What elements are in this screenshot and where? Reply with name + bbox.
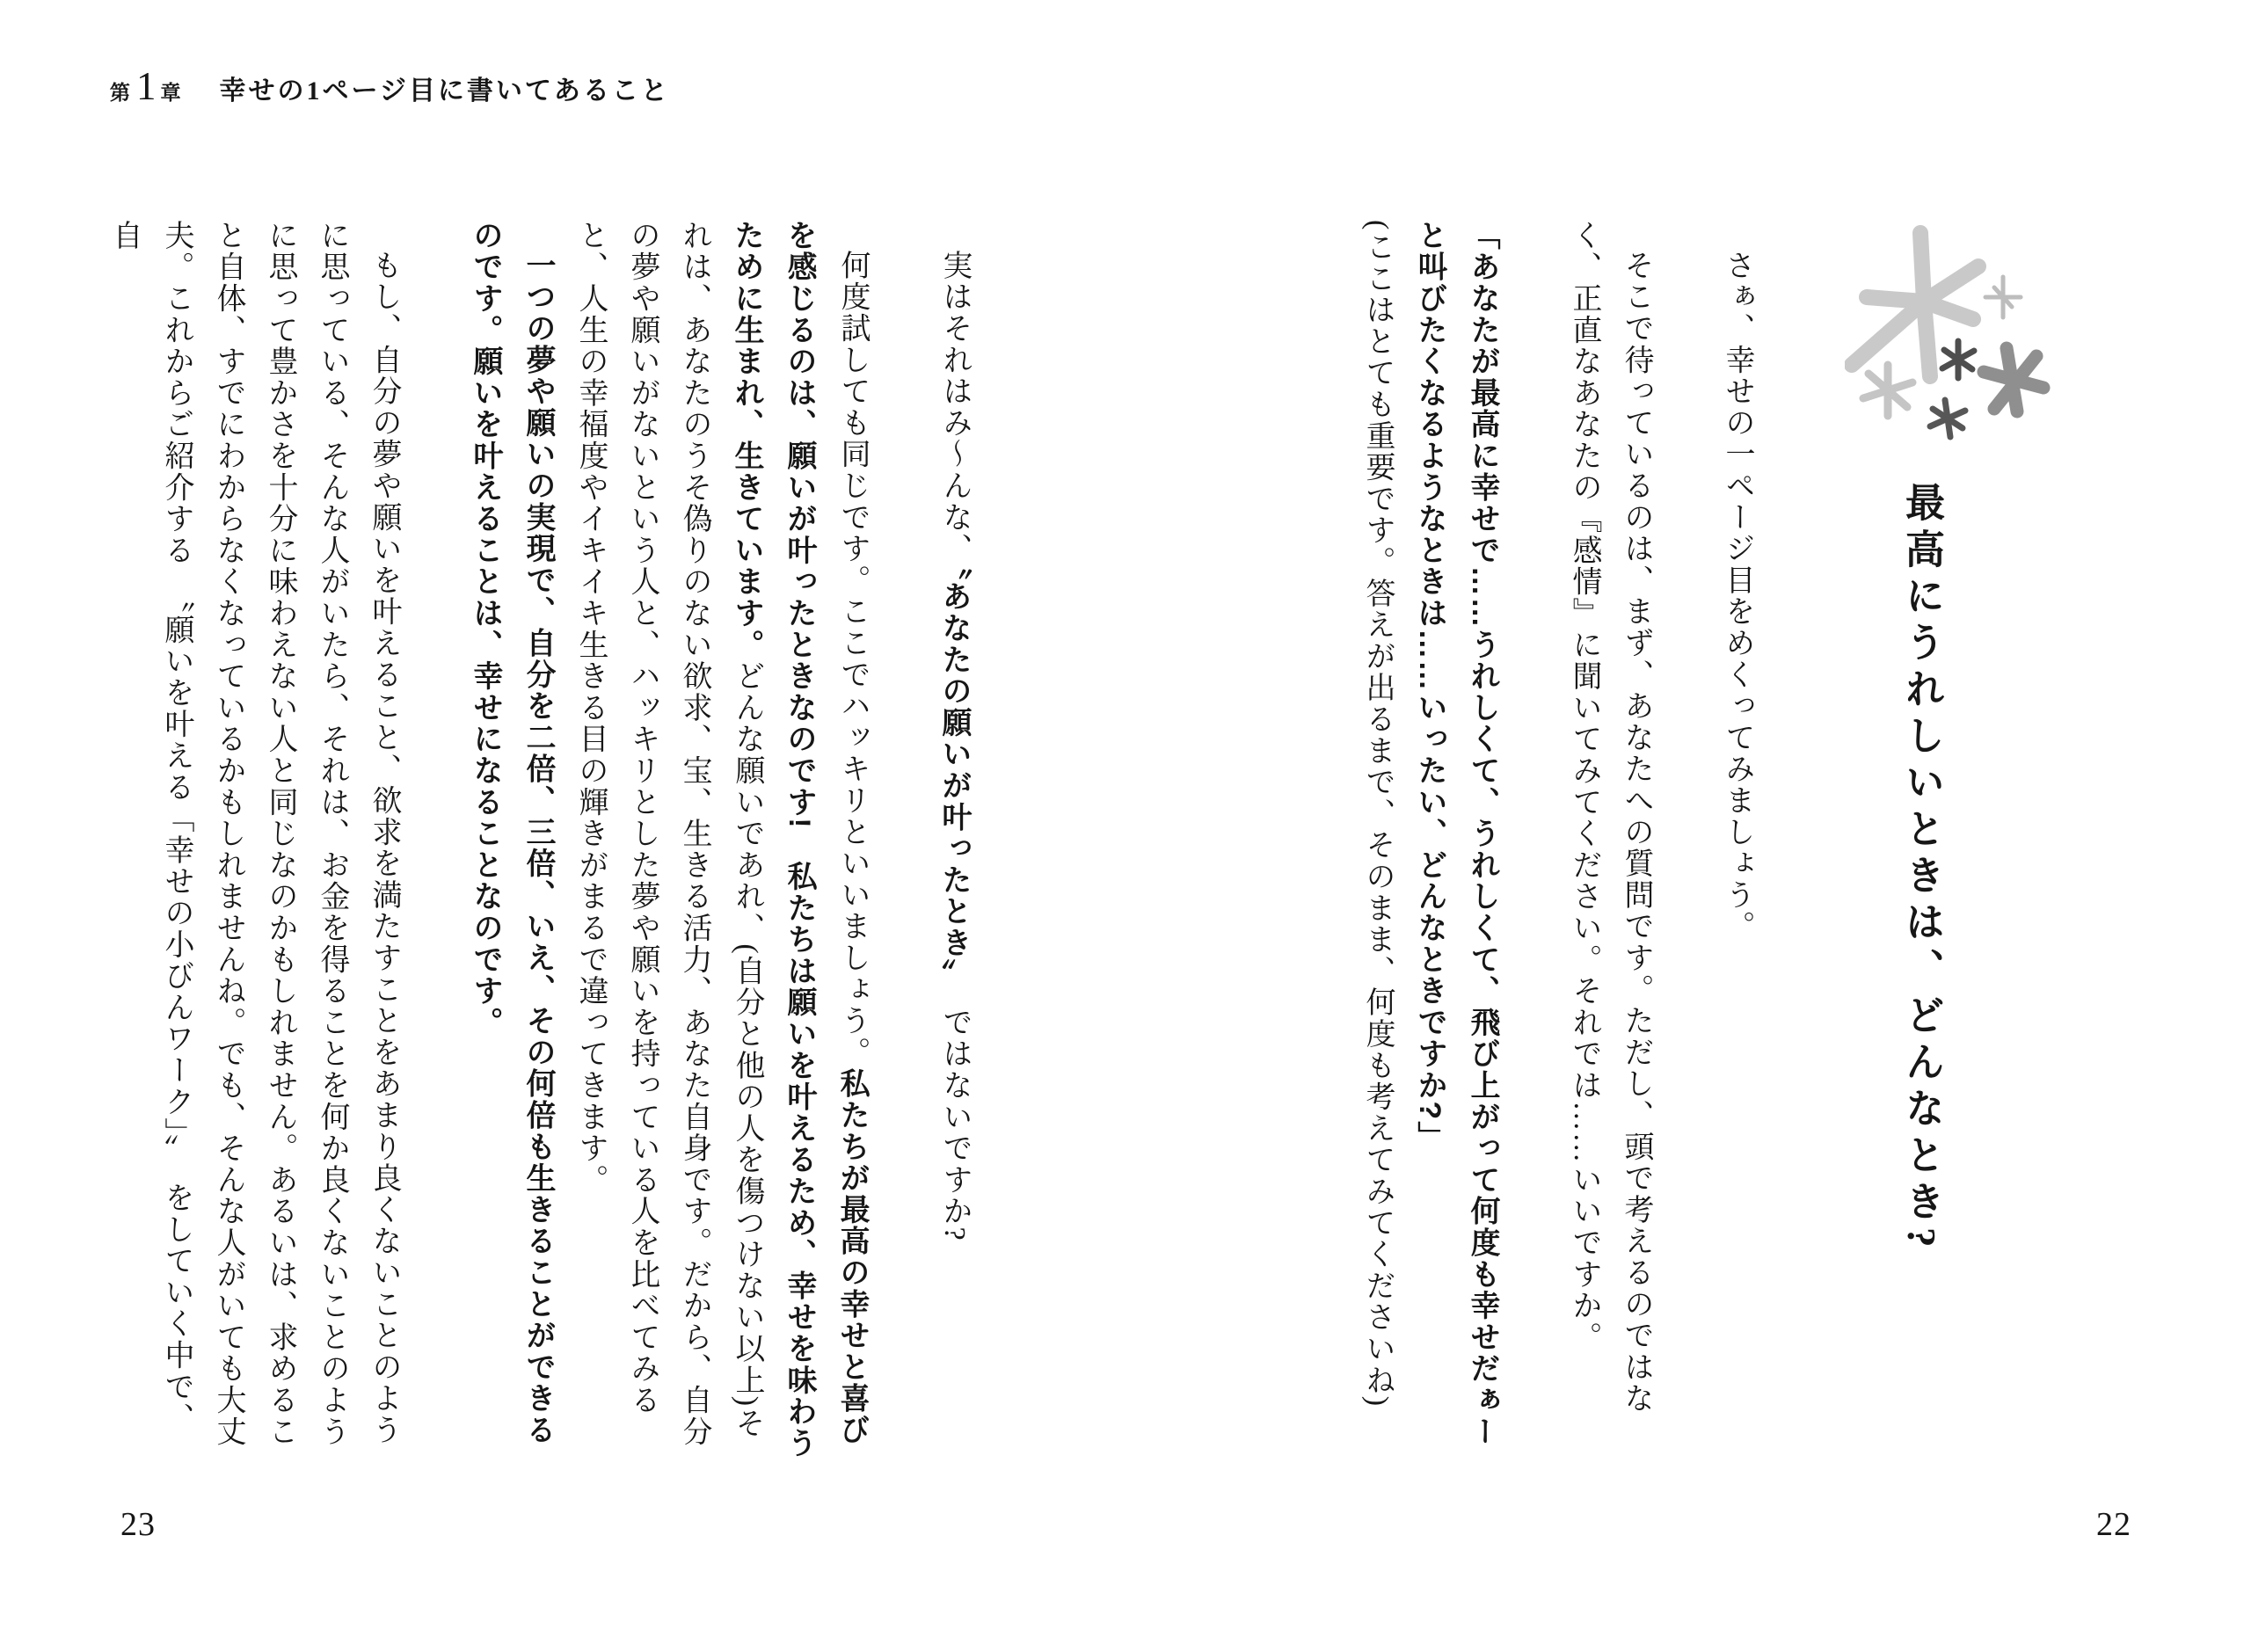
paragraph (1711, 220, 1763, 1463)
chapter-label-suffix: 章 (160, 82, 183, 104)
star-tiny-dark-icon (1930, 400, 1965, 437)
paragraph (1558, 220, 1662, 1463)
left-page-text (88, 220, 980, 1463)
page-number-right: 22 (2096, 1506, 2131, 1543)
text-run: どんな願いであれ、(自分と他の人を傷つけない以上)それは、あなたのうそ偽りのない欲求、宝、生きる活力、あなた自身です。だから、自分の夢や願いがないという人と、ハッキリとした夢や願いを持っている人を比べてみると、人生の幸福度やイキイキ生きる目の輝きがまるで違ってきます。 (574, 220, 763, 1448)
bold-text-run: 〝あなたの願いが叶ったとき〟 (937, 564, 971, 976)
star-decoration (1845, 214, 2117, 469)
text-run: (ここはとても重要です。答えが出るまで、そのまま、何度も考えてみてくださいね) (1361, 220, 1394, 1408)
bold-text-run: 一つの夢や願いの実現で、自分を二倍、三倍、いえ、その何倍も生きることができるのです。願いを叶えることは、幸せになることなのです。 (469, 220, 555, 1446)
star-medium-gray-icon (1984, 348, 2043, 411)
text-run: もし、自分の夢や願いを叶えること、欲求を満たすことをあまり良くないことのように思っている、そんな人がいたら、それは、お金を得ることを何か良くないことのように思って豊かさを十分に味わえない人と同じなのかもしれません。あるいは、求めること自体、すでにわからなくなっているかもしれませんね。でも、そんな人がいても大丈夫。これからご紹介する 〝願いを叶える「幸せの小びんワーク」〟 をしていく中で、自 (108, 220, 400, 1448)
chapter-title: 幸せの1ページ目に書いてあること (219, 76, 670, 106)
chapter-label-prefix: 第 (110, 82, 132, 104)
star-sparkle-light-icon (1985, 277, 2021, 317)
star-small-light-icon (1863, 365, 1912, 416)
section-title: 最高にうれしいときは、どんなとき? (1899, 482, 1943, 1255)
right-page-text (1319, 220, 1763, 1463)
paragraph (928, 220, 980, 1463)
text-run: さぁ、幸せの一ページ目をめくってみましょう。 (1721, 250, 1753, 942)
paragraph (1351, 220, 1403, 1463)
text-run: ではないですか? (938, 975, 971, 1242)
text-run: 実はそれはみ〜んな、 (938, 250, 971, 564)
bold-text-run: 「あなたが最高に幸せで……うれしくて、うれしくて、飛び上がって何度も幸せだぁーと叫びたくなるようなときは……いったい、どんなときですか?」 (1413, 220, 1499, 1448)
running-header (110, 63, 670, 109)
star-small-dark-icon (1942, 341, 1974, 378)
text-run: 何度試しても同じです。ここでハッキリといいましょう。 (836, 250, 869, 1068)
page-number-left: 23 (120, 1506, 156, 1543)
text-run: そこで待っているのは、まず、あなたへの質問です。ただし、頭で考えるのではなく、正直なあなたの『感情』に聞いてみてください。それでは……いいですか。 (1568, 220, 1652, 1415)
paragraph (1403, 220, 1509, 1463)
bold-text-run: 私たちが最高の幸せと喜びを感じるのは、願いが叶ったときなのです! 私たちは願いを叶えるため、幸せを味わうために生まれ、生きています。 (730, 220, 869, 1459)
paragraph (565, 220, 878, 1463)
paragraph (98, 220, 410, 1463)
chapter-number: 1 (136, 64, 157, 108)
paragraph (459, 220, 565, 1463)
